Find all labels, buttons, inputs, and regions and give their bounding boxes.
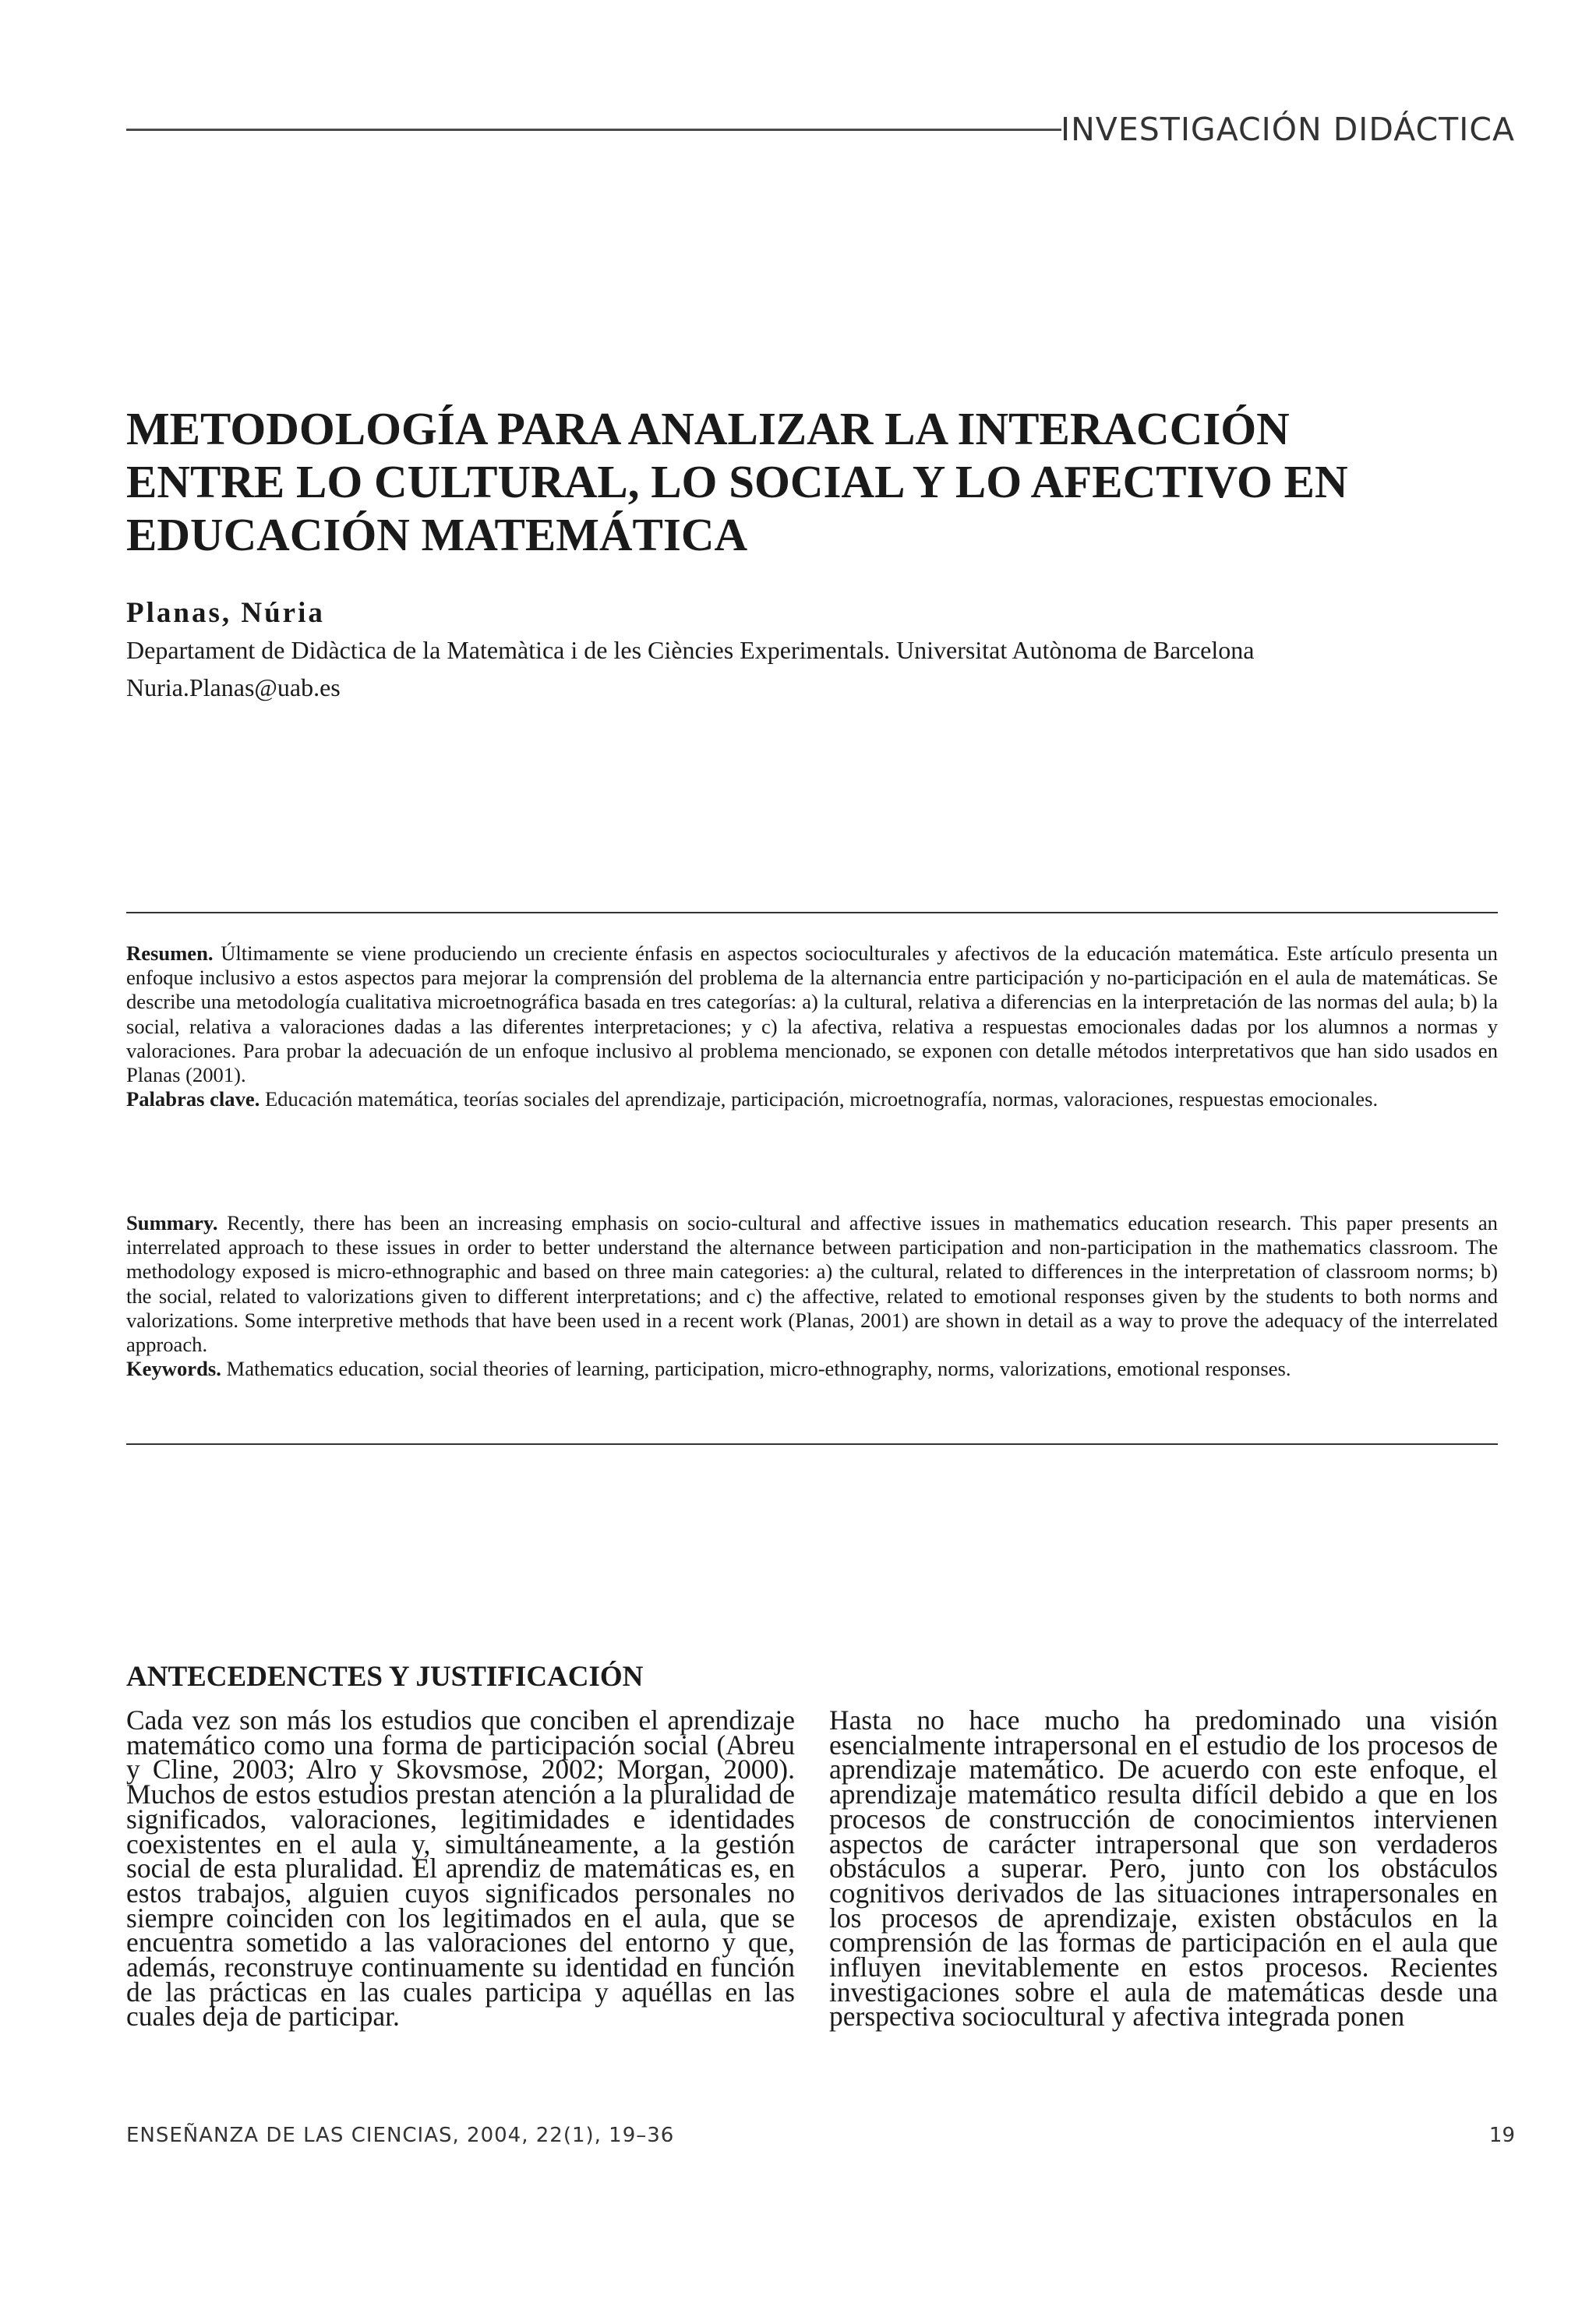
author-name: Planas, Núria (126, 597, 325, 629)
keywords-label: Keywords. (126, 1357, 221, 1381)
author-affiliation: Departament de Didàctica de la Matemàtica i de les Ciències Experimentals. Universitat Autònoma de Barcelona (126, 636, 1255, 664)
running-header (126, 108, 1515, 151)
keywords-text: Mathematics education, social theories of learning, participation, micro-ethnography, norms, valorizations, emotional responses. (226, 1357, 1291, 1381)
keywords-paragraph (126, 1357, 1498, 1381)
summary-label: Summary. (126, 1211, 218, 1234)
footer-journal-citation: ENSEÑANZA DE LAS CIENCIAS, 2004, 22(1), 19–36 (126, 2124, 675, 2147)
palabras-label: Palabras clave. (126, 1087, 260, 1111)
summary-block (126, 1211, 1498, 1381)
footer-page-number: 19 (1488, 2124, 1515, 2147)
summary-text: Recently, there has been an increasing emphasis on socio-cultural and affective issues in mathematics education research. This paper presents an interrelated approach to these issues in order to better understand the alternance between participation and non-participation in the mathematics classroom. The methodology exposed is micro-ethnographic and based on three main categories: a) the cultural, related to differences in the interpretation of classroom norms; b) the social, related to valorizations given to different interpretations; and c) the affective, related to emotional responses given by the students to both norms and valorizations. Some interpretive methods that have been used in a recent work (Planas, 2001) are shown in detail as a way to prove the adequacy of the interrelated approach. (126, 1211, 1498, 1357)
summary-paragraph (126, 1211, 1498, 1357)
resumen-label: Resumen. (126, 941, 214, 965)
resumen-text: Últimamente se viene produciendo un creciente énfasis en aspectos socioculturales y afectivos de la educación matemática. Este artículo presenta un enfoque inclusivo a estos aspectos para mejorar la comprensión del problema de la alternancia entre participación y no-participación en el aula de matemáticas. Se describe una metodología cualitativa microetnográfica basada en tres categorías: a) la cultural, relativa a diferencias en la interpretación de las normas del aula; b) la social, relativa a valoraciones dadas a las diferentes interpretaciones; y c) la afectiva, relativa a respuestas emocionales dadas por los alumnos a normas y valoraciones. Para probar la adecuación de un enfoque inclusivo al problema mencionado, se exponen con detalle métodos interpretativos que han sido usados en Planas (2001). (126, 941, 1498, 1087)
section-heading: ANTECEDENCTES Y JUSTIFICACIÓN (126, 1661, 644, 1693)
author-email[interactable]: Nuria.Planas@uab.es (126, 673, 341, 701)
body-column-right: Hasta no hace mucho ha predominado una visión esencialmente intrapersonal en el estudio de los procesos de aprendizaje matemático. De acuerdo con este enfoque, el aprendizaje matemático resulta difícil debido a que en los procesos de construcción de conocimientos intervienen aspectos de carácter intrapersonal que son verdaderos obstáculos a superar. Pero, junto con los obstáculos cognitivos derivados de las situaciones intrapersonales en los procesos de aprendizaje, existen obstáculos en la comprensión de las formas de participación en el aula que influyen inevitablemente en estos procesos. Recientes investigaciones sobre el aula de matemáticas desde una perspectiva sociocultural y afectiva integrada ponen (829, 1704, 1498, 2033)
body-column-left: Cada vez son más los estudios que conciben el aprendizaje matemático como una forma de participación social (Abreu y Cline, 2003; Alro y Skovsmose, 2002; Morgan, 2000). Muchos de estos estudios prestan atención a la pluralidad de significados, valoraciones, legitimidades e identidades coexistentes en el aula y, simultáneamente, a la gestión social de esta pluralidad. El aprendiz de matemáticas es, en estos trabajos, alguien cuyos significados personales no siempre coinciden con los legitimados en el aula, que se encuentra sometido a las valoraciones del entorno y que, además, reconstruye continuamente su identidad en función de las prácticas en las cuales participa y aquéllas en las cuales deja de participar. (126, 1704, 795, 2033)
section-label: INVESTIGACIÓN DIDÁCTICA (1061, 111, 1515, 148)
abstract-bottom-rule (126, 1443, 1498, 1445)
article-title: METODOLOGÍA PARA ANALIZAR LA INTERACCIÓN ENTRE LO CULTURAL, LO SOCIAL Y LO AFECTIVO EN EDUCACIÓN MATEMÁTICA (126, 403, 1348, 560)
resumen-block (126, 941, 1498, 1111)
resumen-paragraph (126, 941, 1498, 1087)
palabras-paragraph (126, 1087, 1498, 1111)
header-rule (126, 129, 1061, 131)
abstract-top-rule (126, 912, 1498, 913)
palabras-text: Educación matemática, teorías sociales del aprendizaje, participación, microetnografía, normas, valoraciones, respuestas emocionales. (265, 1087, 1379, 1111)
